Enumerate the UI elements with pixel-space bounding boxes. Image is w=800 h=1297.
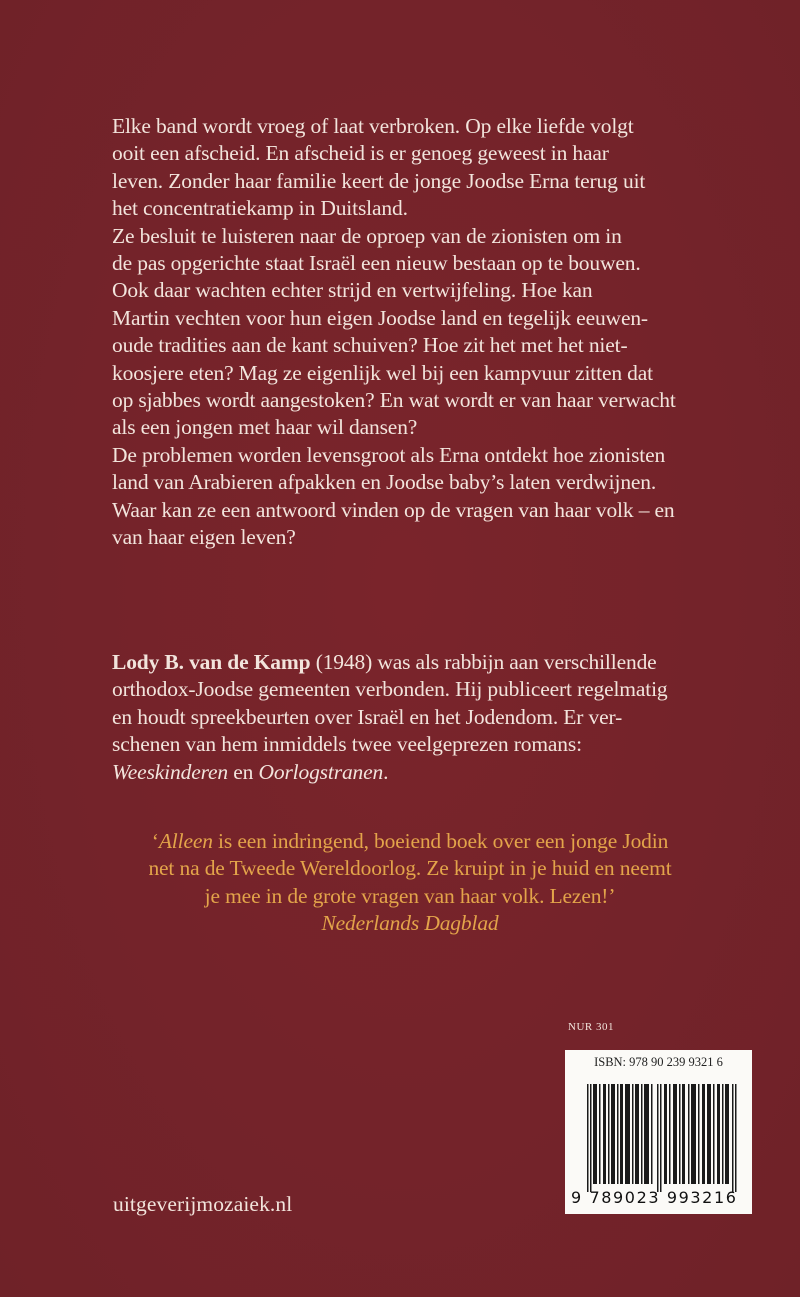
ean-digits: 9 789023 993216 xyxy=(571,1188,738,1207)
bio-line: en houdt spreekbeurten over Israël en het Jodendom. Er ver- xyxy=(112,704,623,729)
author-bio xyxy=(112,649,702,786)
bio-line: orthodox-Joodse gemeenten verbonden. Hij publiceert regelmatig xyxy=(112,677,668,702)
blurb-line: leven. Zonder haar familie keert de jonge Joodse Erna terug uit xyxy=(112,168,646,193)
blurb-line: De problemen worden levensgroot als Erna ontdekt hoe zionisten xyxy=(112,442,666,467)
bio-line: schenen van hem inmiddels twee veelgeprezen romans: xyxy=(112,732,582,757)
quote-mark: ‘ xyxy=(151,829,159,853)
blurb-line: op sjabbes wordt aangestoken? En wat wordt er van haar verwacht xyxy=(112,388,676,413)
blurb-line: het concentratiekamp in Duitsland. xyxy=(112,196,408,221)
blurb-text xyxy=(112,113,692,552)
quote-line xyxy=(100,828,720,855)
blurb-line: ooit een afscheid. En afscheid is er genoeg geweest in haar xyxy=(112,141,609,166)
blurb-line: van haar eigen leven? xyxy=(112,525,296,550)
blurb-line: de pas opgerichte staat Israël een nieuw bestaan op te bouwen. xyxy=(112,251,641,276)
blurb-line: Martin vechten voor hun eigen Joodse land en tegelijk eeuwen- xyxy=(112,305,648,330)
blurb-line: Waar kan ze een antwoord vinden op de vragen van haar volk – en xyxy=(112,497,675,522)
isbn-label: ISBN: 978 90 239 9321 6 xyxy=(594,1055,723,1069)
publisher-url[interactable]: uitgeverijmozaiek.nl xyxy=(113,1192,293,1216)
blurb-line: koosjere eten? Mag ze eigenlijk wel bij een kampvuur zitten dat xyxy=(112,360,653,385)
blurb-line: Ook daar wachten echter strijd en vertwijfeling. Hoe kan xyxy=(112,278,593,303)
nur-code: NUR 301 xyxy=(568,1021,614,1033)
blurb-line: land van Arabieren afpakken en Joodse baby’s laten verdwijnen. xyxy=(112,470,657,495)
quote-line: je mee in de grote vragen van haar volk. Lezen!’ xyxy=(204,883,616,908)
book-title: Weeskinderen xyxy=(112,759,229,784)
barcode-bars-icon xyxy=(587,1084,737,1192)
bio-text: (1948) was als rabbijn aan verschillende xyxy=(310,650,657,674)
blurb-line: Ze besluit te luisteren naar de oproep van de zionisten om in xyxy=(112,223,622,248)
bio-line xyxy=(112,649,702,676)
bio-text: en xyxy=(228,759,259,784)
bio-text: . xyxy=(383,759,389,784)
quote-source: Nederlands Dagblad xyxy=(321,911,499,936)
isbn-barcode xyxy=(565,1050,752,1214)
review-quote xyxy=(100,828,720,938)
bio-line xyxy=(112,759,702,786)
author-name: Lody B. van de Kamp xyxy=(112,650,311,674)
quote-text: is een indringend, boeiend boek over een jonge Jodin xyxy=(212,829,669,853)
blurb-line: Elke band wordt vroeg of laat verbroken. Op elke liefde volgt xyxy=(112,114,634,138)
book-title: Oorlogstranen xyxy=(258,759,384,784)
quote-line: net na de Tweede Wereldoorlog. Ze kruipt in je huid en neemt xyxy=(148,856,672,881)
blurb-line: oude tradities aan de kant schuiven? Hoe zit het met het niet- xyxy=(112,333,628,358)
blurb-line: als een jongen met haar wil dansen? xyxy=(112,415,418,440)
quoted-book-title: Alleen xyxy=(158,829,213,853)
